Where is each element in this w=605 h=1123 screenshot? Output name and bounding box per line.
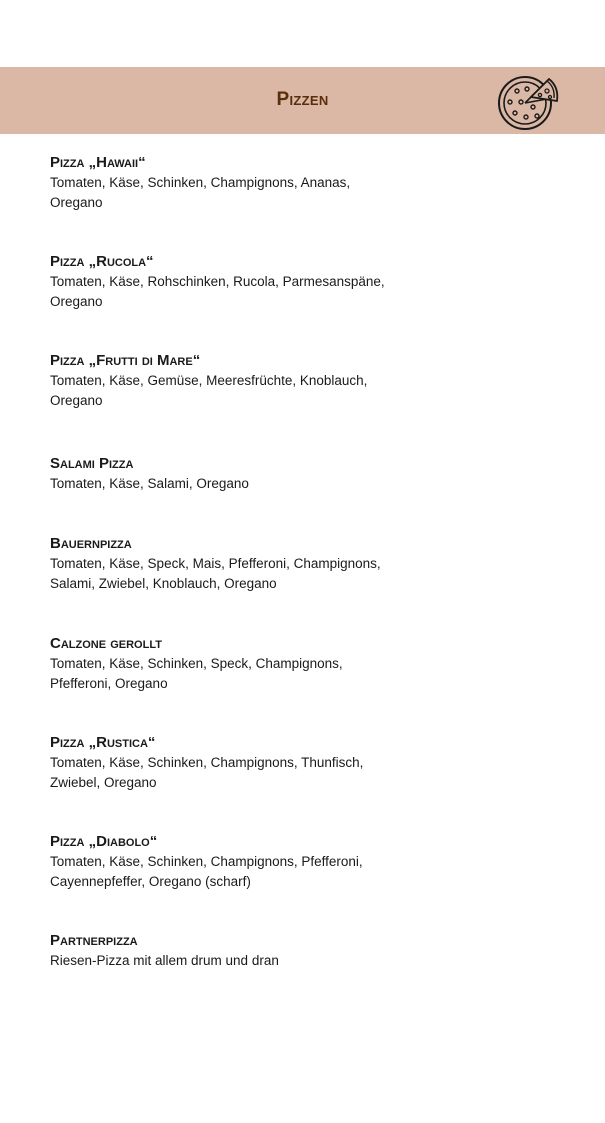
menu-item bbox=[50, 931, 570, 971]
item-description: Tomaten, Käse, Gemüse, Meeresfrüchte, Knoblauch, Oregano bbox=[50, 373, 368, 408]
menu-item bbox=[50, 534, 570, 593]
item-name: Pizza „Frutti di Mare“ bbox=[50, 352, 201, 369]
pizza-icon bbox=[495, 69, 563, 133]
item-name: Partnerpizza bbox=[50, 932, 138, 949]
item-name: Calzone gerollt bbox=[50, 635, 162, 652]
item-name: Pizza „Diabolo“ bbox=[50, 833, 158, 850]
menu-item bbox=[50, 351, 570, 410]
item-description: Tomaten, Käse, Schinken, Champignons, Thunfisch, Zwiebel, Oregano bbox=[50, 755, 364, 790]
item-description: Tomaten, Käse, Schinken, Champignons, Pfefferoni, Cayennepfeffer, Oregano (scharf) bbox=[50, 854, 363, 889]
item-description: Riesen-Pizza mit allem drum und dran bbox=[50, 953, 279, 968]
item-description: Tomaten, Käse, Schinken, Champignons, Ananas, Oregano bbox=[50, 175, 351, 210]
menu-item bbox=[50, 733, 570, 792]
page-title: Pizzen bbox=[276, 89, 329, 110]
item-name: Salami Pizza bbox=[50, 455, 134, 472]
item-description: Tomaten, Käse, Rohschinken, Rucola, Parmesanspäne, Oregano bbox=[50, 274, 385, 309]
item-description: Tomaten, Käse, Salami, Oregano bbox=[50, 476, 249, 491]
menu-item bbox=[50, 153, 570, 212]
menu-item bbox=[50, 634, 570, 693]
item-name: Pizza „Rucola“ bbox=[50, 253, 154, 270]
item-name: Pizza „Hawaii“ bbox=[50, 154, 146, 171]
menu-item bbox=[50, 252, 570, 311]
item-name: Bauernpizza bbox=[50, 535, 132, 552]
item-description: Tomaten, Käse, Schinken, Speck, Champignons, Pfefferoni, Oregano bbox=[50, 656, 343, 691]
menu-item bbox=[50, 832, 570, 891]
item-name: Pizza „Rustica“ bbox=[50, 734, 156, 751]
header-band bbox=[0, 67, 605, 134]
item-description: Tomaten, Käse, Speck, Mais, Pfefferoni, Champignons, Salami, Zwiebel, Knoblauch, Oregano bbox=[50, 556, 381, 591]
menu-item bbox=[50, 454, 570, 494]
